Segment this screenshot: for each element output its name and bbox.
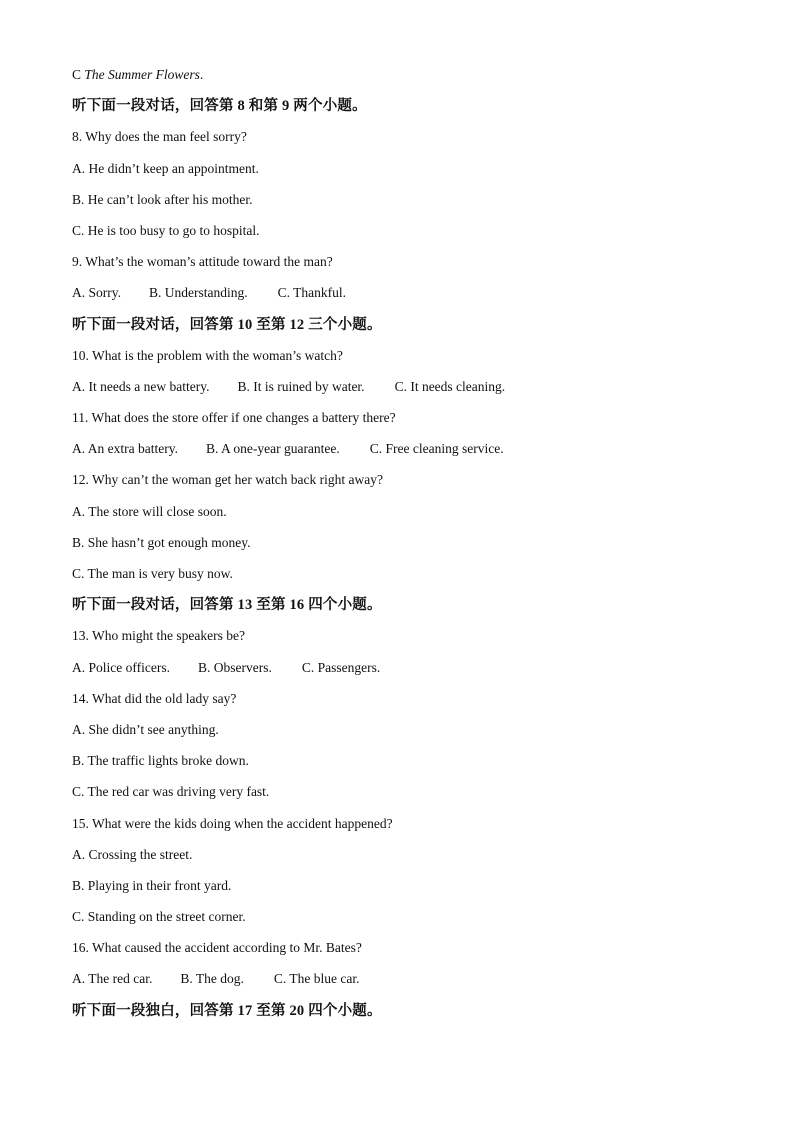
intro-option-suffix: . — [199, 67, 204, 82]
q9-option-c: C. Thankful. — [277, 285, 346, 301]
q9-option-b: B. Understanding. — [149, 285, 248, 301]
section-heading-3: 听下面一段对话，回答第 13 至第 16 四个小题。 — [72, 597, 382, 614]
q16-option-b: B. The dog. — [180, 971, 244, 987]
q9-option-a: A. Sorry. — [72, 285, 121, 301]
q12-option-c: C. The man is very busy now. — [72, 566, 233, 581]
exam-page — [72, 66, 732, 1033]
q11-question: 11. What does the store offer if one changes a battery there? — [72, 410, 396, 426]
q8-option-a: A. He didn’t keep an appointment. — [72, 160, 259, 176]
q16-option-c: C. The blue car. — [273, 971, 360, 987]
intro-option-c — [72, 66, 732, 97]
q15-option-a: A. Crossing the street. — [72, 846, 193, 862]
q13-question: 13. Who might the speakers be? — [72, 628, 245, 644]
intro-option-prefix: C — [72, 67, 85, 82]
q12-option-a: A. The store will close soon. — [72, 503, 227, 519]
q10-question: 10. What is the problem with the woman’s watch? — [72, 347, 343, 363]
q15-option-c: C. Standing on the street corner. — [72, 909, 246, 925]
q8-option-c: C. He is too busy to go to hospital. — [72, 222, 260, 238]
q11-option-a: A. An extra battery. — [72, 441, 178, 457]
q9-options — [72, 284, 732, 315]
q13-option-b: B. Observers. — [197, 659, 272, 675]
q16-options — [72, 970, 732, 1001]
q11-options — [72, 440, 732, 471]
q13-option-c: C. Passengers. — [301, 659, 381, 675]
q8-option-b: B. He can’t look after his mother. — [72, 191, 253, 207]
q10-options — [72, 378, 732, 409]
q14-option-a: A. She didn’t see anything. — [72, 721, 219, 737]
q8-question: 8. Why does the man feel sorry? — [72, 129, 247, 145]
q13-options — [72, 659, 732, 690]
q16-option-a: A. The red car. — [72, 971, 153, 987]
section-heading-2: 听下面一段对话，回答第 10 至第 12 三个小题。 — [72, 316, 382, 333]
q12-option-b: B. She hasn’t got enough money. — [72, 534, 251, 550]
q11-option-b: B. A one-year guarantee. — [205, 441, 340, 457]
q10-option-b: B. It is ruined by water. — [237, 378, 365, 394]
q9-question: 9. What’s the woman’s attitude toward the man? — [72, 254, 333, 270]
q15-question: 15. What were the kids doing when the accident happened? — [72, 815, 393, 831]
section-heading-4: 听下面一段独白，回答第 17 至第 20 四个小题。 — [72, 1002, 382, 1019]
q10-option-c: C. It needs cleaning. — [394, 378, 506, 394]
q11-option-c: C. Free cleaning service. — [369, 441, 504, 457]
q13-option-a: A. Police officers. — [72, 659, 170, 675]
q10-option-a: A. It needs a new battery. — [72, 378, 210, 394]
q14-option-b: B. The traffic lights broke down. — [72, 753, 249, 769]
q14-question: 14. What did the old lady say? — [72, 690, 237, 706]
q16-question: 16. What caused the accident according to Mr. Bates? — [72, 940, 362, 956]
section-heading-1: 听下面一段对话，回答第 8 和第 9 两个小题。 — [72, 98, 367, 115]
intro-option-title: The Summer Flowers — [84, 67, 200, 82]
q14-option-c: C. The red car was driving very fast. — [72, 784, 270, 800]
q15-option-b: B. Playing in their front yard. — [72, 877, 232, 893]
q12-question: 12. Why can’t the woman get her watch back right away? — [72, 472, 384, 488]
